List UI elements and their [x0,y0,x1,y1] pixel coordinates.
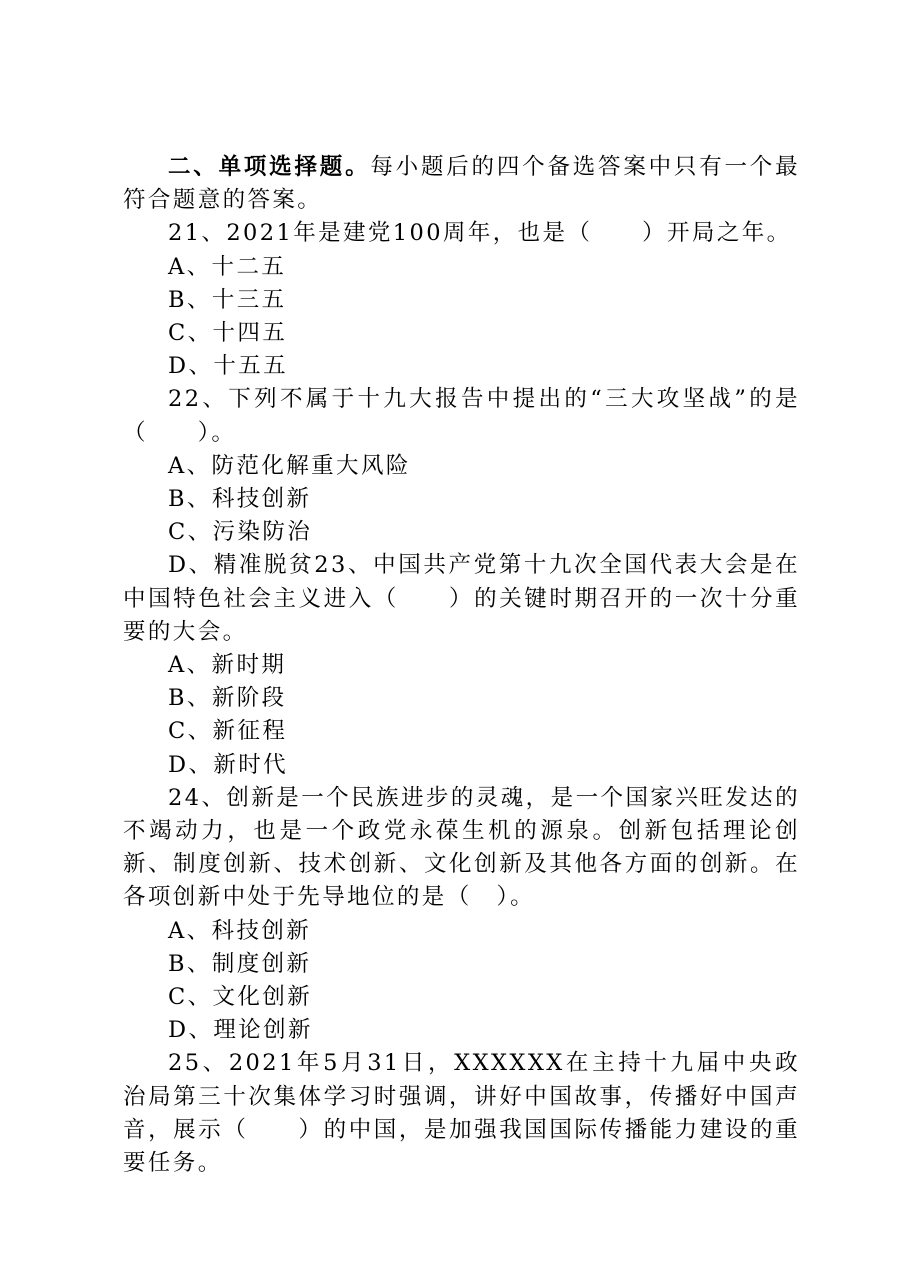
question-option: B、科技创新 [168,486,312,513]
question-stem: 24、创新是一个民族进步的灵魂，是一个国家兴旺发达的不竭动力，也是一个政党永葆生机的源泉。创新包括理论创新、制度创新、技术创新、文化创新及其他各方面的创新。在各项创新中处于先导地位的是（ ）。 [123,784,800,911]
document-body [123,151,800,1180]
question-option: A、防范化解重大风险 [168,452,411,479]
question-option: A、十二五 [168,253,287,280]
question-option: B、制度创新 [168,950,312,977]
section-intro [123,151,800,217]
question-stem: D、精准脱贫23、中国共产党第十九次全国代表大会是在中国特色社会主义进入（ ）的关键时期召开的一次十分重要的大会。 [123,552,800,645]
question-option: C、十四五 [168,320,288,347]
question-option: D、十五五 [168,353,289,380]
question-stem: 21、2021年是建党100周年，也是（ ）开局之年。 [168,220,792,247]
section-instruction: 每小题后的四个备选答案中只有一个最符合题意的答案。 [123,154,800,214]
question-option: D、理论创新 [168,1017,313,1044]
question-option: C、文化创新 [168,984,313,1011]
question-option: B、新阶段 [168,685,287,712]
section-heading: 二、单项选择题。 [168,154,371,180]
question-stem: 25、2021年5月31日，XXXXXX在主持十九届中央政治局第三十次集体学习时强调，讲好中国故事，传播好中国声音，展示（ ）的中国，是加强我国国际传播能力建设的重要任务。 [123,1050,800,1177]
question-option: A、新时期 [168,652,287,679]
question-option: B、十三五 [168,286,287,313]
question-option: C、污染防治 [168,519,313,546]
question-option: D、新时代 [168,751,289,778]
question-option: A、科技创新 [168,917,312,944]
question-stem: 22、下列不属于十九大报告中提出的“三大攻坚战”的是（ ）。 [123,386,800,446]
question-option: C、新征程 [168,718,288,745]
